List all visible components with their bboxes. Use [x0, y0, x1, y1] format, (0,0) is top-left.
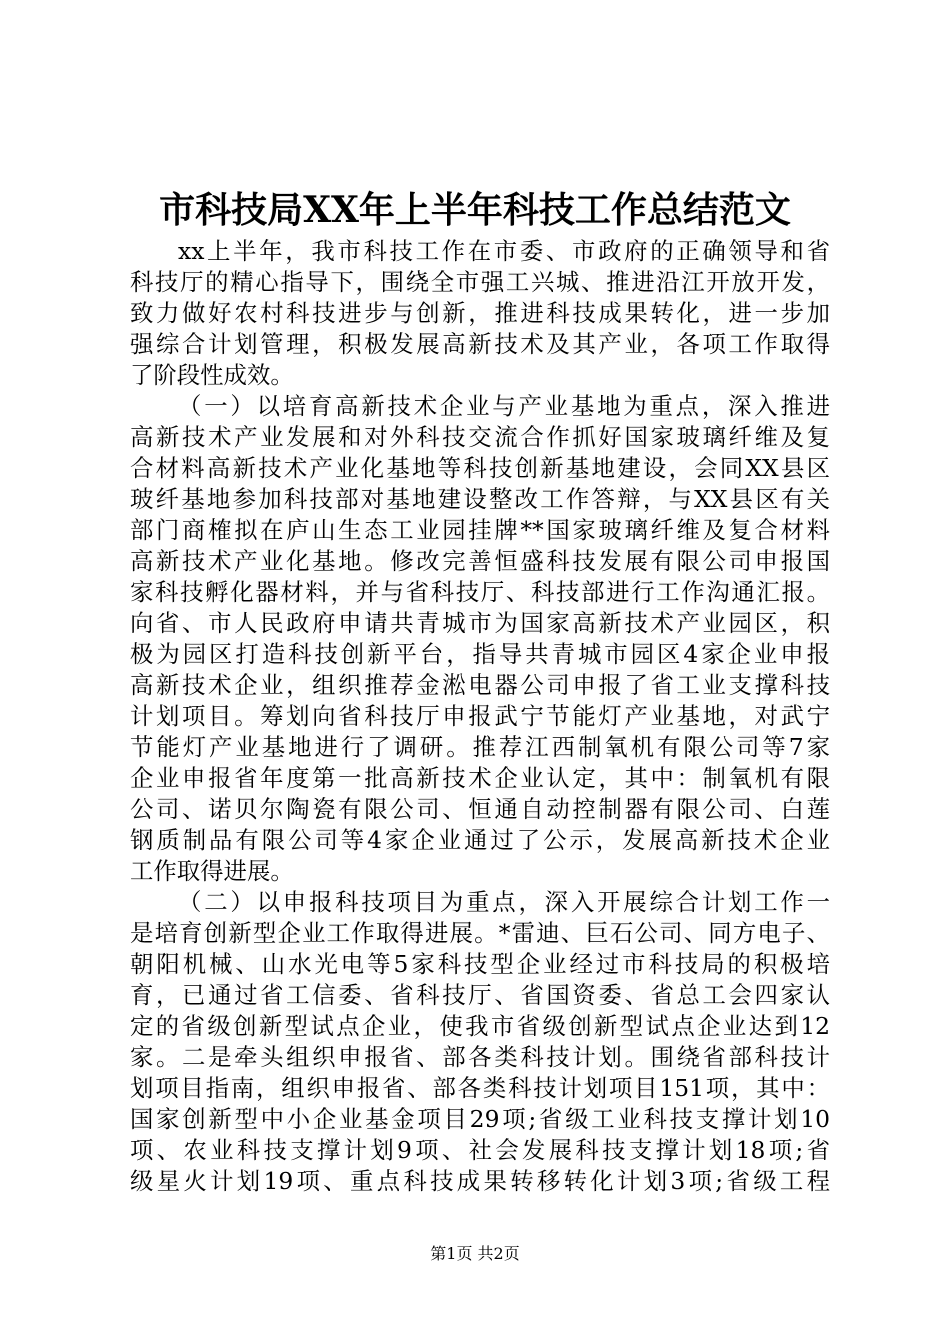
text-line: 是培育创新型企业工作取得进展。*雷迪、巨石公司、同方电子、 — [130, 919, 830, 947]
text-line: 企业申报省年度第一批高新技术企业认定，其中：制氧机有限 — [130, 764, 830, 792]
text-line: 高新技术产业发展和对外科技交流合作抓好国家玻璃纤维及复 — [130, 423, 830, 451]
document-body — [130, 236, 830, 1197]
text-line: 高新技术产业化基地。修改完善恒盛科技发展有限公司申报国 — [130, 547, 830, 575]
text-line: 育，已通过省工信委、省科技厅、省国资委、省总工会四家认 — [130, 981, 830, 1009]
text-line: 部门商榷拟在庐山生态工业园挂牌**国家玻璃纤维及复合材料 — [130, 516, 830, 544]
text-line: xx上半年，我市科技工作在市委、市政府的正确领导和省 — [178, 237, 830, 265]
text-line: 向省、市人民政府申请共青城市为国家高新技术产业园区，积 — [130, 609, 830, 637]
text-line: 项、农业科技支撑计划9项、社会发展科技支撑计划18项;省 — [130, 1136, 830, 1164]
text-line: （一）以培育高新技术企业与产业基地为重点，深入推进 — [178, 392, 830, 420]
text-line: 家。二是牵头组织申报省、部各类科技计划。围绕省部科技计 — [130, 1043, 830, 1071]
text-line: 致力做好农村科技进步与创新，推进科技成果转化，进一步加 — [130, 299, 830, 327]
text-line: 玻纤基地参加科技部对基地建设整改工作答辩，与XX县区有关 — [130, 485, 830, 513]
text-line: 公司、诺贝尔陶瓷有限公司、恒通自动控制器有限公司、白莲 — [130, 795, 830, 823]
text-line: 高新技术企业，组织推荐金淞电器公司申报了省工业支撑科技 — [130, 671, 830, 699]
text-line: 工作取得进展。 — [130, 857, 294, 885]
text-line: 计划项目。筹划向省科技厅申报武宁节能灯产业基地，对武宁 — [130, 702, 830, 730]
text-line: 节能灯产业基地进行了调研。推荐江西制氧机有限公司等7家 — [130, 733, 830, 761]
text-line: 级星火计划19项、重点科技成果转移转化计划3项;省级工程 — [130, 1167, 830, 1195]
text-line: 家科技孵化器材料，并与省科技厅、科技部进行工作沟通汇报。 — [130, 578, 830, 606]
text-line: 划项目指南，组织申报省、部各类科技计划项目151项，其中： — [130, 1074, 830, 1102]
text-line: 定的省级创新型试点企业，使我市省级创新型试点企业达到12 — [130, 1012, 830, 1040]
text-line: 钢质制品有限公司等4家企业通过了公示，发展高新技术企业 — [130, 826, 830, 854]
document-title: 市科技局XX年上半年科技工作总结范文 — [159, 189, 791, 231]
text-line: 强综合计划管理，积极发展高新技术及其产业，各项工作取得 — [130, 330, 830, 358]
text-line: 极为园区打造科技创新平台，指导共青城市园区4家企业申报 — [130, 640, 830, 668]
text-line: 朝阳机械、山水光电等5家科技型企业经过市科技局的积极培 — [130, 950, 830, 978]
page-footer: 第1页 共2页 — [430, 1244, 520, 1263]
text-line: 国家创新型中小企业基金项目29项;省级工业科技支撑计划10 — [130, 1105, 830, 1133]
text-line: 合材料高新技术产业化基地等科技创新基地建设，会同XX县区 — [130, 454, 830, 482]
text-line: （二）以申报科技项目为重点，深入开展综合计划工作一 — [178, 888, 830, 916]
text-line: 了阶段性成效。 — [130, 361, 294, 389]
text-line: 科技厅的精心指导下，围绕全市强工兴城、推进沿江开放开发， — [130, 268, 830, 296]
